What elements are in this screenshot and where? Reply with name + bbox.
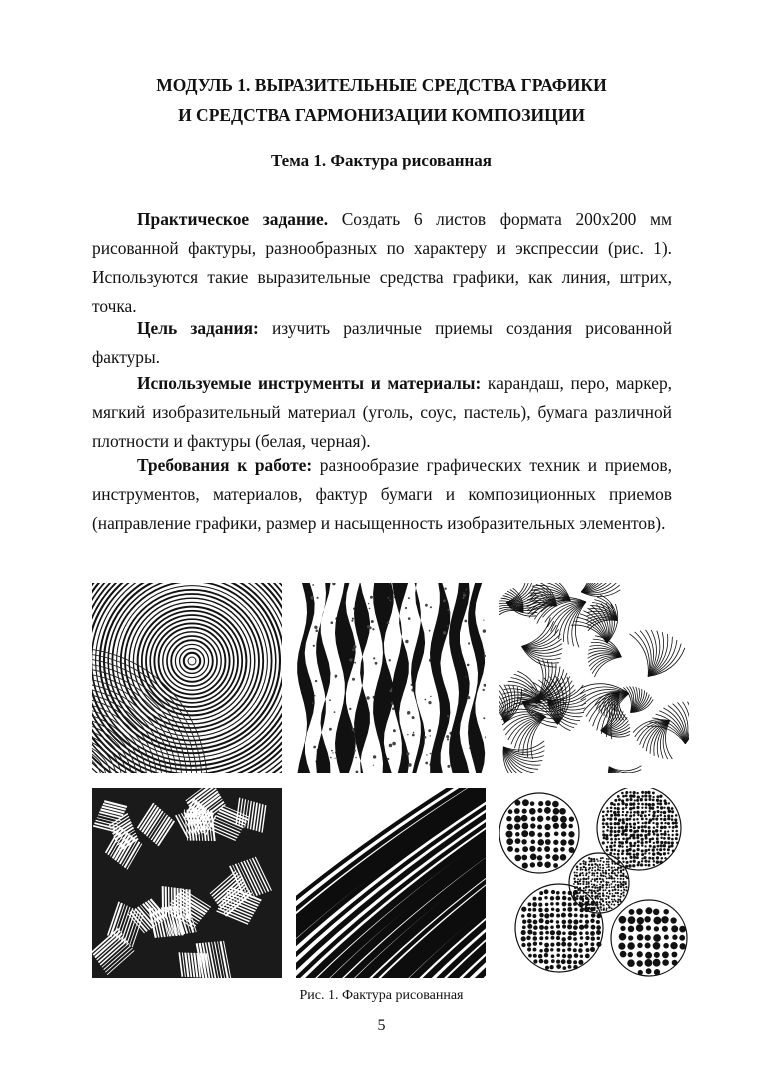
texture-concentric-rings: [92, 583, 282, 773]
paragraph-label: Требования к работе:: [137, 455, 313, 475]
paragraph-materials: [92, 369, 672, 456]
texture-wavy-stripes: [296, 583, 486, 773]
texture-crossed-hatching: [92, 788, 282, 978]
module-heading-line2: И СРЕДСТВА ГАРМОНИЗАЦИИ КОМПОЗИЦИИ: [178, 105, 585, 125]
paragraph-label: Цель задания:: [137, 318, 259, 338]
texture-sweeping-strokes: [296, 788, 486, 978]
module-heading-line1: МОДУЛЬ 1. ВЫРАЗИТЕЛЬНЫЕ СРЕДСТВА ГРАФИКИ: [156, 75, 607, 95]
paragraph-text: Создать 6 листов формата 200х200 мм рисованной фактуры, разнообразных по характеру и экспрессии (рис. 1). Используются такие выразительные средства графики, как линия, штрих, точка.: [92, 209, 672, 316]
texture-figure: [92, 583, 690, 981]
paragraph-requirements: [92, 451, 672, 538]
module-heading: [0, 70, 763, 130]
topic-title: Тема 1. Фактура рисованная: [270, 151, 493, 170]
paragraph-goal: [92, 314, 672, 372]
figure-caption: Рис. 1. Фактура рисованная: [299, 988, 464, 1003]
paragraph-text: карандаш, перо, маркер, мягкий изобразительный материал (уголь, соус, пастель), бумага различной плотности и фактуры (белая, черная).: [92, 373, 672, 451]
paragraph-text: изучить различные приемы создания рисованной фактуры.: [92, 318, 672, 367]
page-number: 5: [377, 1017, 386, 1034]
texture-stippled-dots: [499, 788, 689, 978]
texture-curved-hatching: [499, 583, 689, 773]
paragraph-label: Практическое задание.: [137, 209, 329, 229]
paragraph-practical-task: [92, 205, 672, 321]
paragraph-text: разнообразие графических техник и приемов, инструментов, материалов, фактур бумаги и композиционных приемов (направление графики, размер и насыщенность изобразительных элементов).: [92, 455, 672, 533]
paragraph-label: Используемые инструменты и материалы:: [137, 373, 482, 393]
